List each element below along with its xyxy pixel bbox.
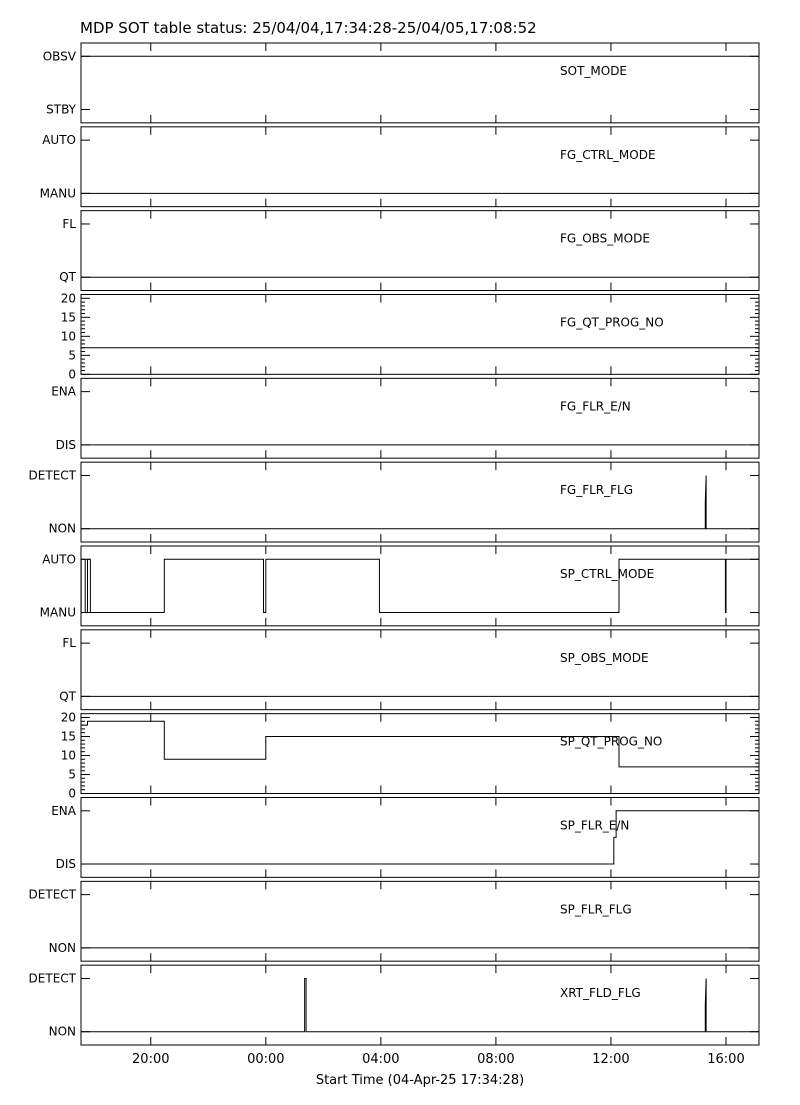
y-tick-label-sp-flr-flg: DETECT [28,887,76,902]
y-tick-label-sot-mode: OBSV [42,49,76,64]
y-tick-label-sp-flr-e-n: DIS [55,857,76,872]
y-tick-label-xrt-fld-flg: DETECT [28,971,76,986]
y-tick-label-sp-obs-mode: QT [59,689,76,704]
y-tick-label-sp-qt-prog-no: 0 [68,786,76,801]
panel-label-fg-flr-flg: FG_FLR_FLG [560,483,634,498]
panel-frame-sp-flr-e-n [81,798,759,878]
panel-label-fg-flr-e-n: FG_FLR_E/N [560,399,631,414]
y-tick-label-sp-obs-mode: FL [62,636,76,651]
panel-frame-sot-mode [81,43,759,123]
panel-label-fg-obs-mode: FG_OBS_MODE [560,231,650,246]
panel-label-sp-flr-e-n: SP_FLR_E/N [560,818,630,833]
series-line-xrt-fld-flg [81,978,759,1031]
y-tick-label-sp-qt-prog-no: 5 [68,767,76,782]
y-tick-label-sot-mode: STBY [46,102,76,117]
y-tick-label-fg-qt-prog-no: 5 [68,348,76,363]
y-tick-label-fg-flr-e-n: DIS [55,437,76,452]
panel-frame-fg-flr-flg [81,462,759,542]
x-tick-label: 20:00 [132,1052,170,1067]
y-tick-label-fg-qt-prog-no: 15 [60,310,76,325]
panel-frame-fg-obs-mode [81,211,759,291]
x-tick-label: 08:00 [477,1052,515,1067]
panel-frame-sp-qt-prog-no [81,714,759,794]
panel-frame-fg-qt-prog-no [81,295,759,375]
y-tick-label-fg-qt-prog-no: 10 [60,329,76,344]
series-line-sp-ctrl-mode [81,559,759,612]
y-tick-label-fg-obs-mode: QT [59,270,76,285]
series-line-sp-flr-e-n [81,811,759,864]
panel-label-sp-obs-mode: SP_OBS_MODE [560,650,649,665]
y-tick-label-fg-flr-flg: DETECT [28,468,76,483]
panel-label-sp-ctrl-mode: SP_CTRL_MODE [560,566,655,581]
chart-title: MDP SOT table status: 25/04/04,17:34:28-25/04/05,17:08:52 [80,19,537,37]
y-tick-label-sp-ctrl-mode: AUTO [42,552,76,567]
y-tick-label-fg-flr-flg: NON [48,521,76,536]
panel-frame-sp-ctrl-mode [81,546,759,626]
y-tick-label-fg-ctrl-mode: AUTO [42,133,76,148]
y-tick-label-sp-ctrl-mode: MANU [39,605,76,620]
panel-frame-sp-flr-flg [81,881,759,961]
panel-frame-fg-ctrl-mode [81,127,759,207]
y-tick-label-sp-qt-prog-no: 15 [60,729,76,744]
y-tick-label-sp-qt-prog-no: 10 [60,748,76,763]
panel-frame-sp-obs-mode [81,630,759,710]
y-tick-label-fg-ctrl-mode: MANU [39,186,76,201]
x-tick-label: 12:00 [592,1052,630,1067]
y-tick-label-sp-flr-e-n: ENA [51,803,76,818]
x-tick-label: 00:00 [247,1052,285,1067]
series-line-fg-flr-flg [81,475,759,528]
panel-label-sot-mode: SOT_MODE [560,63,628,78]
panel-label-sp-flr-flg: SP_FLR_FLG [560,902,632,917]
x-axis-title: Start Time (04-Apr-25 17:34:28) [315,1073,525,1088]
y-tick-label-fg-flr-e-n: ENA [51,384,76,399]
panel-frame-xrt-fld-flg [81,965,759,1045]
panel-label-sp-qt-prog-no: SP_QT_PROG_NO [560,734,663,749]
y-tick-label-sp-qt-prog-no: 20 [60,710,76,725]
y-tick-label-xrt-fld-flg: NON [48,1024,76,1039]
panel-label-fg-ctrl-mode: FG_CTRL_MODE [560,147,656,162]
y-tick-label-fg-qt-prog-no: 0 [68,367,76,382]
x-tick-label: 04:00 [362,1052,400,1067]
y-tick-label-sp-flr-flg: NON [48,940,76,955]
x-tick-label: 16:00 [707,1052,745,1067]
panel-label-fg-qt-prog-no: FG_QT_PROG_NO [560,315,664,330]
panel-label-xrt-fld-flg: XRT_FLD_FLG [560,986,641,1001]
y-tick-label-fg-obs-mode: FL [62,216,76,231]
y-tick-label-fg-qt-prog-no: 20 [60,291,76,306]
panel-frame-fg-flr-e-n [81,378,759,458]
